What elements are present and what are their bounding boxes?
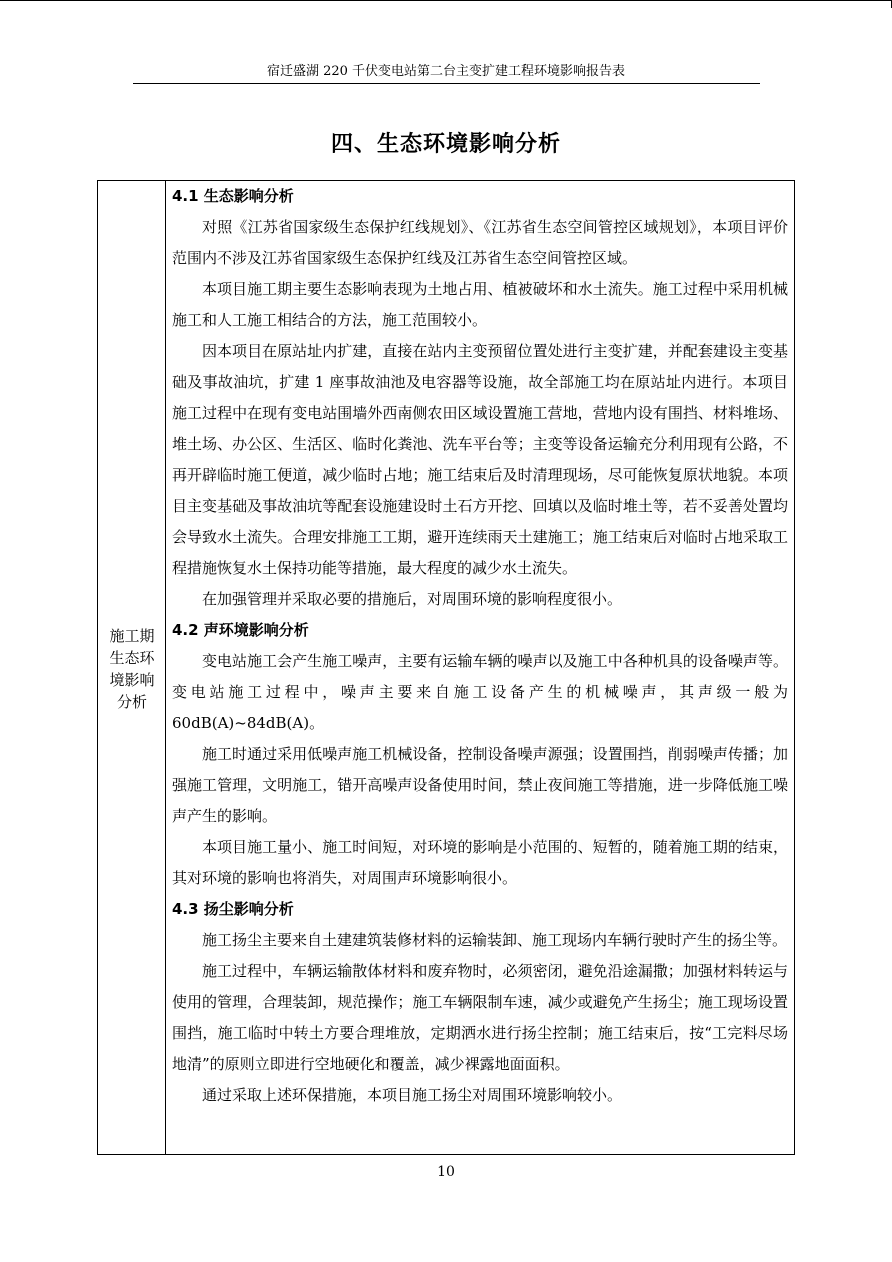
running-header: 宿迁盛湖 220 千伏变电站第二台主变扩建工程环境影响报告表	[266, 64, 626, 79]
paragraph: 对照《江苏省国家级生态保护红线规划》、《江苏省生态空间管控区域规划》，本项目评价范围内不涉及江苏省国家级生态保护红线及江苏省生态空间管控区域。	[172, 218, 788, 267]
subsection-heading-ecology: 4.1 生态影响分析	[172, 187, 294, 205]
paragraph: 施工时通过采用低噪声施工机械设备，控制设备噪声源强；设置围挡，削弱噪声传播；加强施工管理，文明施工，错开高噪声设备使用时间，禁止夜间施工等措施，进一步降低施工噪声产生的影响。	[172, 745, 788, 825]
row-label: 施工期生态环境影响分析	[109, 627, 155, 711]
paragraph: 在加强管理并采取必要的措施后，对周围环境的影响程度很小。	[202, 590, 623, 608]
content-cell	[172, 181, 788, 1111]
paragraph: 施工扬尘主要来自土建建筑装修材料的运输装卸、施工现场内车辆行驶时产生的扬尘等。	[202, 931, 788, 949]
header-rule	[133, 83, 760, 84]
paragraph: 本项目施工量小、施工时间短，对环境的影响是小范围的、短暂的，随着施工期的结束，其对环境的影响也将消失，对周围声环境影响很小。	[172, 838, 788, 887]
paragraph: 因本项目在原站址内扩建，直接在站内主变预留位置处进行主变扩建，并配套建设主变基础及事故油坑，扩建 1 座事故油池及电容器等设施，故全部施工均在原站址内进行。本项目施工过程中在现有变电站围墙外西南侧农田区域设置施工营地，营地内设有围挡、材料堆场、堆土场、办公区、生活区、临时化粪池、洗车平台等；主变等设备运输充分利用现有公路，不再开辟临时施工便道，减少临时占地；施工结束后及时清理现场，尽可能恢复原状地貌。本项目主变基础及事故油坑等配套设施建设时土石方开挖、回填以及临时堆土等，若不妥善处置均会导致水土流失。合理安排施工工期，避开连续雨天土建施工；施工结束后对临时占地采取工程措施恢复水土保持功能等措施，最大程度的减少水土流失。	[172, 342, 788, 577]
paragraph: 变电站施工会产生施工噪声，主要有运输车辆的噪声以及施工中各种机具的设备噪声等。变电站施工过程中，噪声主要来自施工设备产生的机械噪声，其声级一般为 60dB(A)~84dB(A)。	[172, 652, 788, 732]
analysis-table	[97, 180, 795, 1155]
paragraph: 施工过程中，车辆运输散体材料和废弃物时，必须密闭，避免沿途漏撒；加强材料转运与使用的管理，合理装卸，规范操作；施工车辆限制车速，减少或避免产生扬尘；施工现场设置围挡，施工临时中转土方要合理堆放，定期洒水进行扬尘控制；施工结束后，按“工完料尽场地清”的原则立即进行空地硬化和覆盖，减少裸露地面面积。	[172, 962, 788, 1073]
page-number: 10	[437, 1164, 455, 1180]
paragraph: 本项目施工期主要生态影响表现为土地占用、植被破坏和水土流失。施工过程中采用机械施工和人工施工相结合的方法，施工范围较小。	[172, 280, 788, 329]
column-divider	[165, 181, 166, 1154]
subsection-heading-dust: 4.3 扬尘影响分析	[172, 900, 294, 918]
paragraph: 通过采取上述环保措施，本项目施工扬尘对周围环境影响较小。	[202, 1086, 623, 1104]
subsection-heading-noise: 4.2 声环境影响分析	[172, 621, 309, 639]
page-top-border	[0, 0, 892, 1]
section-title: 四、生态环境影响分析	[330, 131, 561, 157]
